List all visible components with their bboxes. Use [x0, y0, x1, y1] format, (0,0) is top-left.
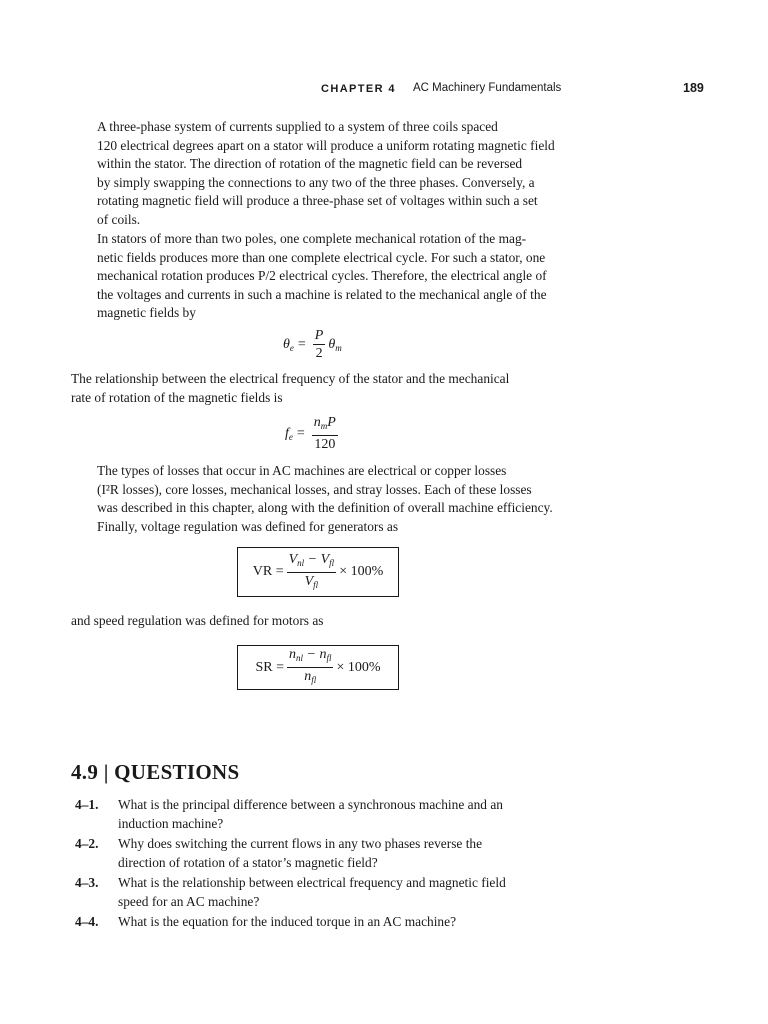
eq-fraction	[287, 647, 333, 688]
question-text	[118, 796, 558, 833]
text-line: A three-phase system of currents supplied to a system of three coils spaced	[97, 119, 498, 134]
question-item	[71, 874, 571, 912]
eq-numerator: $n_{nl} - n_{fl}$	[287, 647, 333, 668]
text-line: The relationship between the electrical frequency of the stator and the mechanical	[71, 371, 510, 386]
text-line: rotating magnetic field will produce a three-phase set of voltages within such a set	[97, 193, 538, 209]
eq-denominator: $n_{fl}$	[304, 669, 317, 685]
eq-equals: =	[296, 425, 305, 441]
eq-rhs: × 100%	[339, 564, 384, 579]
text-line: speed for an AC machine?	[118, 893, 260, 909]
eq-lhs: $f_e$	[285, 425, 293, 442]
eq-denominator: $V_{fl}$	[304, 573, 319, 590]
eq-lhs: $\theta_e$	[283, 336, 294, 353]
text-line: The types of losses that occur in AC machines are electrical or copper losses	[97, 463, 507, 478]
eq-numerator: $n_mP$	[312, 415, 338, 436]
text-line: mechanical rotation produces P/2 electrical cycles. Therefore, the electrical angle of	[97, 268, 547, 284]
eq-lhs: VR =	[252, 564, 284, 579]
eq-numerator: P	[314, 328, 324, 343]
paragraph-losses	[71, 462, 567, 536]
eq-equals: =	[297, 336, 306, 352]
text-line: within the stator. The direction of rotation of the magnetic field can be reversed	[97, 156, 523, 172]
paragraph-speed-regulation-intro	[71, 612, 567, 631]
text-line: was described in this chapter, along with the definition of overall machine efficiency.	[97, 500, 553, 516]
equation-electrical-frequency	[285, 415, 341, 452]
question-item	[71, 913, 571, 933]
text-line: netic fields produces more than one complete electrical cycle. For such a stator, one	[97, 249, 546, 265]
question-number: 4–2.	[75, 836, 99, 851]
eq-fraction	[313, 328, 326, 361]
text-line: What is the principal difference between a synchronous machine and an	[118, 797, 503, 812]
eq-rhs: $\theta_m$	[328, 336, 342, 353]
eq-fraction	[312, 415, 338, 452]
text-line: rate of rotation of the magnetic fields is	[71, 389, 283, 405]
eq-fraction	[287, 552, 337, 593]
question-number: 4–3.	[75, 875, 99, 890]
chapter-label: CHAPTER 4	[321, 83, 396, 95]
text-line: What is the relationship between electrical frequency and magnetic field	[118, 875, 506, 890]
text-line: and speed regulation was defined for motors as	[71, 613, 324, 628]
question-text	[118, 874, 558, 911]
text-line: Why does switching the current flows in any two phases reverse the	[118, 836, 483, 851]
text-line: the voltages and currents in such a machine is related to the mechanical angle of the	[97, 286, 547, 302]
eq-denominator: 2	[315, 346, 323, 361]
text-line: In stators of more than two poles, one complete mechanical rotation of the mag-	[97, 231, 527, 246]
page-number: 189	[683, 81, 704, 95]
text-line: Finally, voltage regulation was defined for generators as	[97, 518, 399, 534]
question-item	[71, 796, 571, 834]
question-number: 4–4.	[75, 914, 99, 929]
eq-numerator: $V_{nl} - V_{fl}$	[287, 552, 337, 573]
running-header	[0, 80, 768, 98]
text-line: induction machine?	[118, 815, 224, 831]
section-heading: 4.9 | QUESTIONS	[71, 760, 240, 784]
question-number: 4–1.	[75, 797, 99, 812]
text-line: by simply swapping the connections to any two of the three phases. Conversely, a	[97, 174, 535, 190]
text-line: direction of rotation of a stator’s magnetic field?	[118, 854, 378, 870]
paragraph-poles	[71, 230, 567, 323]
text-line: What is the equation for the induced torque in an AC machine?	[118, 914, 457, 929]
eq-rhs: × 100%	[336, 659, 381, 675]
text-line: of coils.	[97, 211, 141, 227]
paragraph-frequency-intro	[71, 370, 567, 407]
equation-electrical-angle	[283, 328, 342, 361]
question-item	[71, 835, 571, 873]
equation-speed-regulation-box	[237, 645, 399, 690]
question-text	[118, 835, 558, 872]
text-line: magnetic fields by	[97, 305, 196, 321]
eq-lhs: SR =	[255, 659, 284, 675]
eq-denominator: 120	[314, 437, 336, 452]
question-text	[118, 913, 558, 932]
text-line: 120 electrical degrees apart on a stator will produce a uniform rotating magnetic field	[97, 137, 555, 153]
equation-voltage-regulation-box	[237, 547, 399, 597]
paragraph-rotating-field	[71, 118, 567, 230]
text-line: (I²R losses), core losses, mechanical losses, and stray losses. Each of these losses	[97, 481, 532, 497]
chapter-title: AC Machinery Fundamentals	[413, 82, 562, 94]
